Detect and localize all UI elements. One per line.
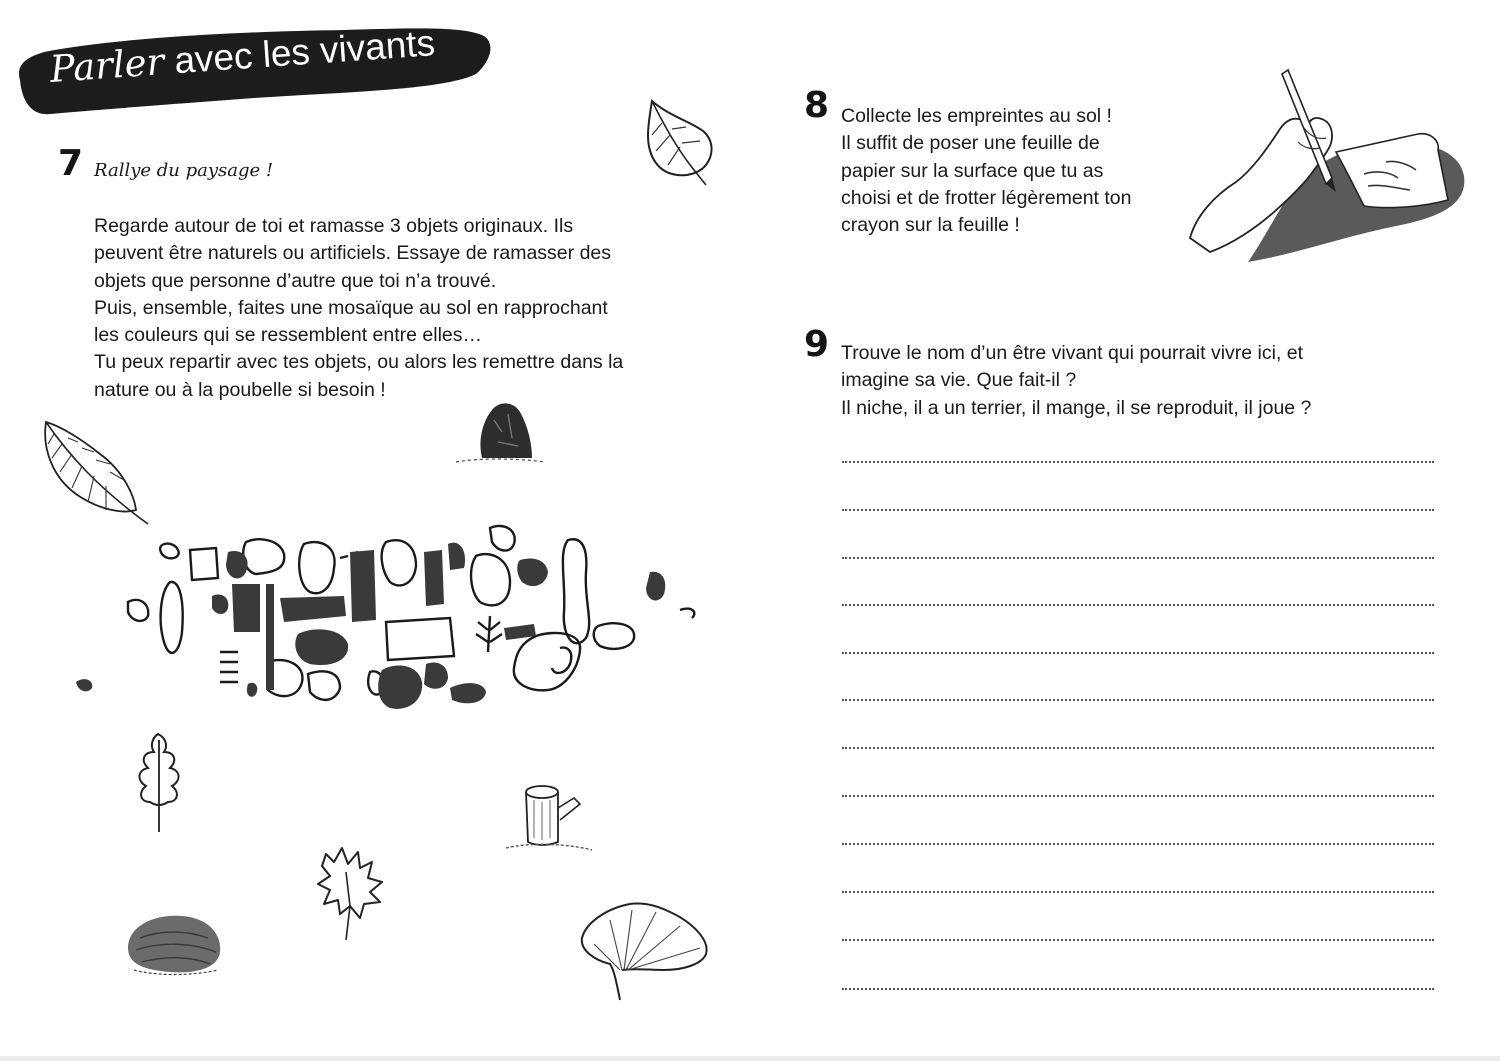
- text-line: Regarde autour de toi et ramasse 3 objets originaux. Ils: [94, 215, 574, 237]
- answer-line[interactable]: [842, 988, 1434, 990]
- stump-icon: [500, 780, 596, 856]
- answer-line[interactable]: [842, 509, 1434, 511]
- activity-7-subtitle: Rallye du paysage !: [94, 160, 274, 181]
- answer-line[interactable]: [842, 843, 1434, 845]
- text-line: peuvent être naturels ou artificiels. Essaye de ramasser des: [94, 242, 612, 265]
- activity-9-number: 9: [804, 324, 830, 365]
- activity-7-number: 7: [58, 143, 84, 184]
- title-italic: Parler: [48, 40, 166, 91]
- answer-line[interactable]: [842, 747, 1434, 749]
- answer-line[interactable]: [842, 652, 1434, 654]
- activity-7-text: [94, 213, 623, 404]
- stone-icon: [120, 908, 230, 978]
- text-line: imagine sa vie. Que fait-il ?: [841, 369, 1077, 392]
- activity-8-text: [841, 103, 1132, 239]
- activity-9-text: [841, 340, 1311, 422]
- rock-icon: [448, 398, 548, 470]
- text-line: Tu peux repartir avec tes objets, ou alors les remettre dans la: [94, 351, 624, 374]
- title-banner: [14, 18, 494, 118]
- text-line: objets que personne d’autre que toi n’a trouvé.: [94, 269, 497, 292]
- answer-line[interactable]: [842, 891, 1434, 893]
- text-line: les couleurs qui se ressemblent entre elles…: [94, 324, 483, 347]
- text-line: choisi et de frotter légèrement ton: [841, 186, 1132, 209]
- text-line: papier sur la surface que tu as: [841, 159, 1104, 182]
- text-line: Il niche, il a un terrier, il mange, il se reproduit, il joue ?: [841, 396, 1312, 419]
- text-line: Il suffit de poser une feuille de: [841, 132, 1100, 155]
- text-line: Collecte les empreintes au sol !: [841, 105, 1112, 127]
- answer-line[interactable]: [842, 461, 1434, 463]
- answer-line[interactable]: [842, 939, 1434, 941]
- answer-line[interactable]: [842, 557, 1434, 559]
- linden-leaf-icon: [640, 95, 720, 187]
- text-line: crayon sur la feuille !: [841, 214, 1020, 237]
- title-rest: avec les vivants: [172, 22, 437, 82]
- activity-8-number: 8: [804, 85, 830, 126]
- text-line: nature ou à la poubelle si besoin !: [94, 378, 386, 401]
- text-line: Puis, ensemble, faites une mosaïque au sol en rapprochant: [94, 296, 608, 319]
- hand-rubbing-illustration: [1186, 66, 1476, 270]
- mosaic-illustration: [70, 512, 710, 722]
- ginkgo-leaf-icon: [574, 900, 718, 1006]
- answer-line[interactable]: [842, 604, 1434, 606]
- answer-line[interactable]: [842, 795, 1434, 797]
- maple-leaf-icon: [310, 842, 392, 942]
- answer-line[interactable]: [842, 699, 1434, 701]
- text-line: Trouve le nom d’un être vivant qui pourrait vivre ici, et: [841, 342, 1304, 364]
- oak-leaf-icon: [126, 730, 192, 834]
- page-edge: [0, 1056, 1500, 1061]
